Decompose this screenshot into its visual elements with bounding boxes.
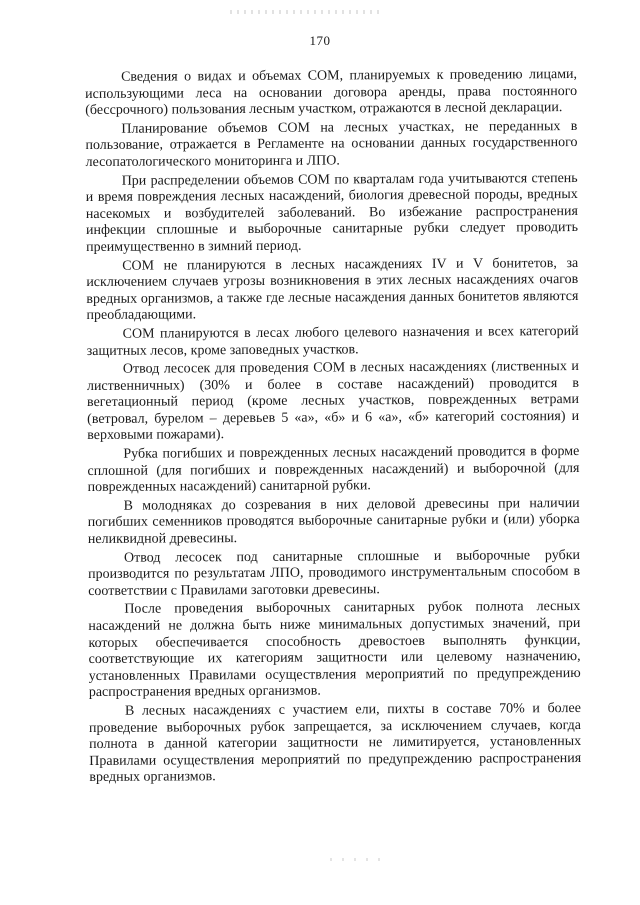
paragraph-som-forest-categories: СОМ планируются в лесах любого целевого назначения и всех категорий защитных лесов, кроме заповедных участков.	[86, 323, 579, 359]
paragraph-som-declaration: Сведения о видах и объемах СОМ, планируемых к проведению лицами, использующими леса на основании договора аренды, права постоянного (бессрочного) пользования лесным участком, отражаются в лесной декларации.	[85, 66, 578, 119]
paragraph-felling-form: Рубка погибших и поврежденных лесных насаждений проводится в форме сплошной (для погибших и поврежденных насаждений) и выборочной (для поврежденных насаждений) санитарной рубки.	[87, 444, 580, 496]
paragraph-som-planning: Планирование объемов СОМ на лесных участках, не переданных в пользование, отражается в Регламенте на основании данных государственного лесопатологического мониторинга и ЛПО.	[85, 118, 578, 170]
scan-artifact-top	[230, 10, 380, 14]
paragraph-young-stands: В молодняках до созревания в них деловой древесины при наличии погибших семенников проводятся выборочные санитарные рубки и (или) уборка неликвидной древесины.	[87, 495, 580, 548]
paragraph-som-bonitet: СОМ не планируются в лесных насаждениях IV и V бонитетов, за исключением случаев угрозы возникновения в этих лесных насаждениях очагов вредных организмов, а также где лесные насаждения данных бонитетов являются преобладающими.	[86, 255, 579, 324]
document-body	[85, 67, 581, 789]
page-number: 170	[309, 33, 331, 48]
paragraph-spruce-fir-restriction: В лесных насаждениях с участием ели, пихты в составе 70% и более проведение выборочных рубок запрещается, за исключением случаев, когда полнота в данной категории защитности не лимитируется, установленных Правилами осуществления мероприятий по предупреждению распространения вредных организмов.	[88, 700, 582, 786]
scan-artifact-bottom	[330, 858, 390, 861]
paragraph-cutting-area-allocation: Отвод лесосек для проведения СОМ в лесных насаждениях (лиственных и лиственничных) (30% и более в составе насаждений) проводится в вегетационный период (кроме лесных участков, поврежденных ветрами (ветровал, бурелом – деревьев 5 «а», «б» и 6 «а», «б» категорий состояния) и верховыми пожарами).	[86, 359, 580, 444]
paragraph-som-distribution: При распределении объемов СОМ по кварталам года учитываются степень и время повреждения лесных насаждений, биология древесной породы, вредных насекомых и возбудителей заболеваний. Во избежание распространения инфекции сплошные и выборочные санитарные рубки следует проводить преимущественно в зимний период.	[85, 170, 579, 255]
paragraph-stand-density: После проведения выборочных санитарных рубок полнота лесных насаждений не должна быть ниже минимальных допустимых значений, при которых обеспечивается способность древостоев выполнять функции, соответствующие их категориям защитности или целевому назначению, установленных Правилами осуществления мероприятий по предупреждению распространения вредных организмов.	[88, 599, 581, 701]
paragraph-allocation-by-lpo: Отвод лесосек под санитарные сплошные и выборочные рубки производится по результатам ЛПО, проводимого инструментальным способом в соответствии с Правилами заготовки древесины.	[88, 547, 581, 599]
